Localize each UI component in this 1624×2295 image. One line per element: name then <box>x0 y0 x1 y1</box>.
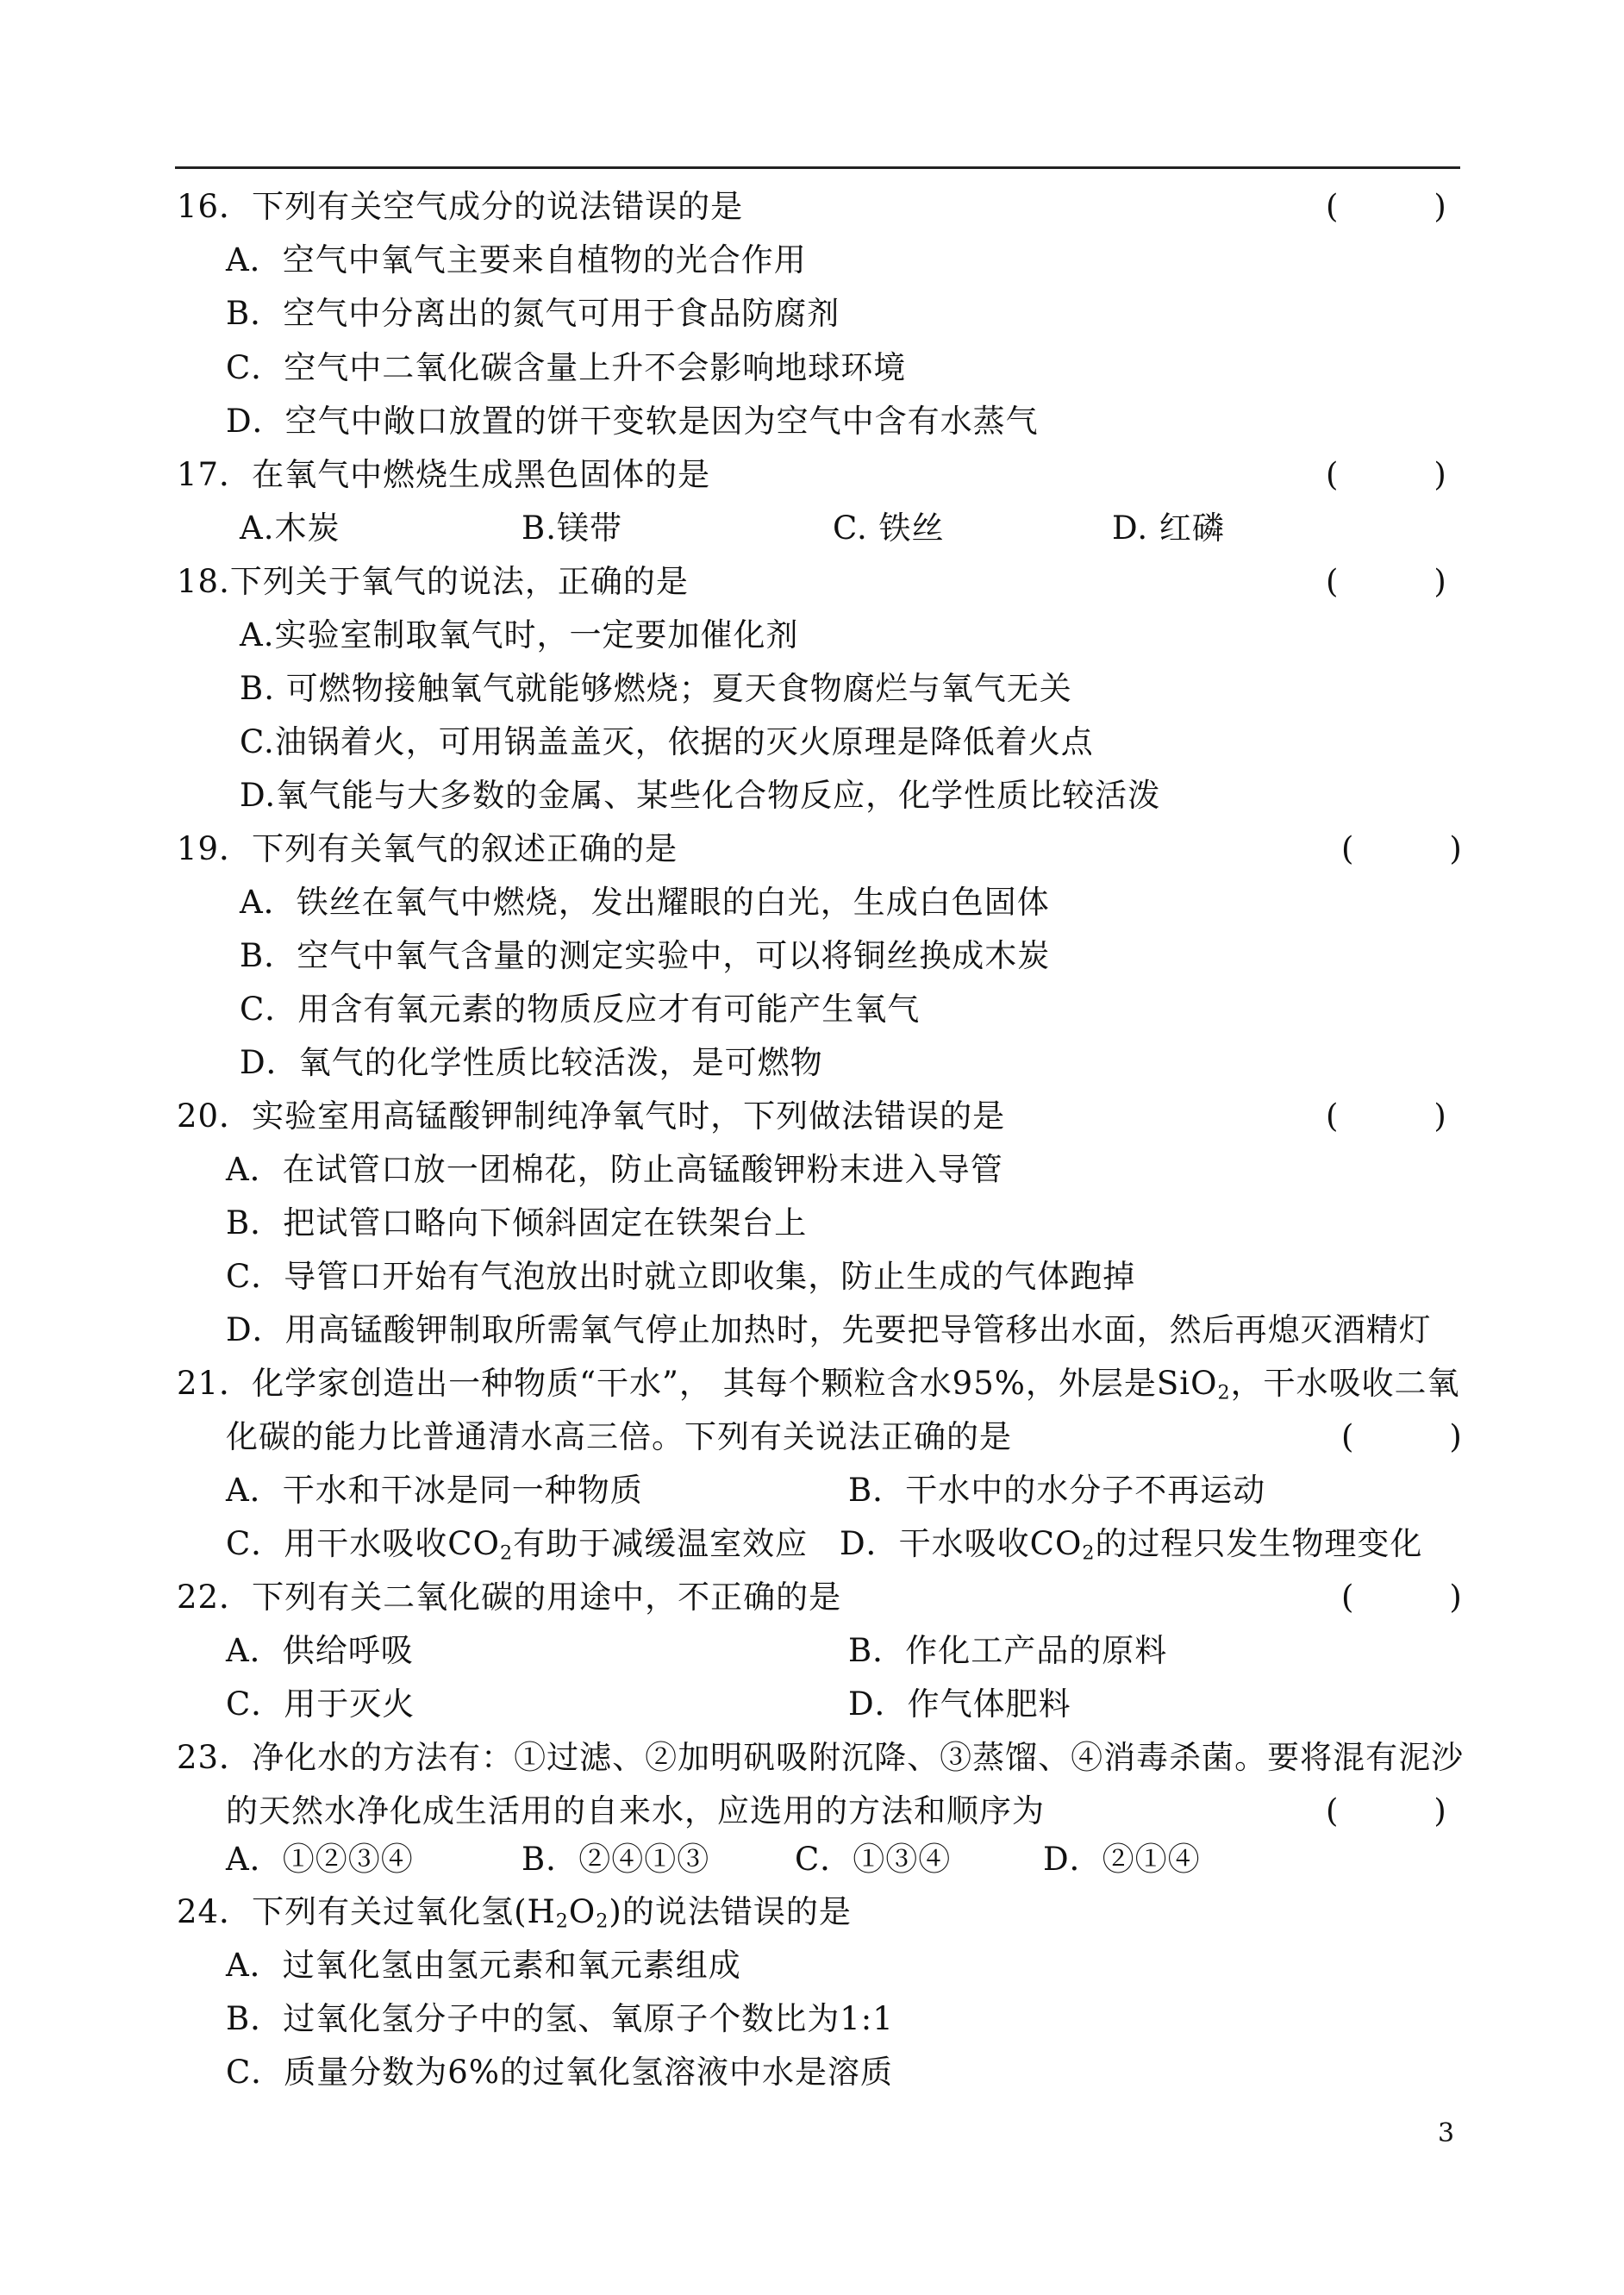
q22-option-c: C．用于灭火 <box>226 1685 415 1723</box>
q23-stem-line1: 23．净化水的方法有：①过滤、②加明矾吸附沉降、③蒸馏、④消毒杀菌。要将混有泥沙 <box>177 1739 1465 1776</box>
q22-option-d: D．作气体肥料 <box>848 1685 1071 1723</box>
q16-option-c: C．空气中二氧化碳含量上升不会影响地球环境 <box>226 349 907 386</box>
q19-option-c: C．用含有氧元素的物质反应才有可能产生氧气 <box>240 991 921 1028</box>
q22-stem: 22．下列有关二氧化碳的用途中，不正确的是 <box>177 1579 842 1616</box>
q21-stem-line1: 21．化学家创造出一种物质“干水”， 其每个颗粒含水95%，外层是SiO$_2$，干水吸收二氧 <box>177 1365 1460 1404</box>
q21-option-c: C．用干水吸收$CO_2$有助于减缓温室效应 <box>226 1525 809 1565</box>
q18-stem: 18.下列关于氧气的说法，正确的是 <box>177 563 689 600</box>
q16-option-a: A．空气中氧气主要来自植物的光合作用 <box>226 241 807 278</box>
q17-option-c: C. 铁丝 <box>833 510 945 547</box>
q17-option-b: B.镁带 <box>522 510 622 547</box>
q20-option-d: D．用高锰酸钾制取所需氧气停止加热时，先要把导管移出水面，然后再熄灭酒精灯 <box>226 1311 1432 1348</box>
q20-option-a: A．在试管口放一团棉花，防止高锰酸钾粉末进入导管 <box>226 1151 1003 1188</box>
q17-stem: 17．在氧气中燃烧生成黑色固体的是 <box>177 456 711 493</box>
q20-option-c: C．导管口开始有气泡放出时就立即收集，防止生成的气体跑掉 <box>226 1258 1136 1295</box>
q18-answer-blank: ( ) <box>1326 563 1446 600</box>
q23-option-d: D．②①④ <box>1043 1841 1201 1878</box>
q18-option-d: D.氧气能与大多数的金属、某些化合物反应，化学性质比较活泼 <box>240 777 1161 814</box>
q23-answer-blank: ( ) <box>1326 1792 1446 1829</box>
q22-option-b: B．作化工产品的原料 <box>848 1632 1168 1669</box>
header-rule <box>175 166 1460 169</box>
q19-stem: 19．下列有关氧气的叙述正确的是 <box>177 830 678 867</box>
q18-option-c: C.油锅着火，可用锅盖盖灭，依据的灭火原理是降低着火点 <box>240 723 1094 760</box>
q18-option-a: A.实验室制取氧气时，一定要加催化剂 <box>240 616 799 653</box>
q20-stem: 20．实验室用高锰酸钾制纯净氧气时，下列做法错误的是 <box>177 1097 1006 1135</box>
q20-answer-blank: ( ) <box>1326 1097 1446 1135</box>
q21-stem-line2: 化碳的能力比普通清水高三倍。下列有关说法正确的是 <box>226 1418 1012 1455</box>
q19-option-b: B．空气中氧气含量的测定实验中，可以将铜丝换成木炭 <box>240 937 1051 974</box>
q21-option-d: D．干水吸收$CO_2$的过程只发生物理变化 <box>840 1525 1423 1565</box>
q24-option-b: B．过氧化氢分子中的氢、氧原子个数比为1:1 <box>226 2000 894 2037</box>
q16-stem: 16．下列有关空气成分的说法错误的是 <box>177 188 744 225</box>
q23-option-c: C．①③④ <box>795 1841 952 1878</box>
q17-option-a: A.木炭 <box>240 510 340 547</box>
q21-option-b: B．干水中的水分子不再运动 <box>848 1472 1266 1509</box>
q24-option-a: A．过氧化氢由氢元素和氧元素组成 <box>226 1947 741 1984</box>
page-number: 3 <box>1438 2118 1455 2148</box>
q16-option-b: B．空气中分离出的氮气可用于食品防腐剂 <box>226 295 840 332</box>
q24-option-c: C．质量分数为6%的过氧化氢溶液中水是溶质 <box>226 2054 894 2091</box>
q16-answer-blank: ( ) <box>1326 188 1446 225</box>
q20-option-b: B．把试管口略向下倾斜固定在铁架台上 <box>226 1204 808 1241</box>
q23-stem-line2: 的天然水净化成生活用的自来水，应选用的方法和顺序为 <box>226 1792 1045 1829</box>
q17-option-d: D. 红磷 <box>1112 510 1225 547</box>
q23-option-b: B．②④①③ <box>522 1841 710 1878</box>
q19-option-d: D．氧气的化学性质比较活泼，是可燃物 <box>240 1044 823 1081</box>
q19-option-a: A．铁丝在氧气中燃烧，发出耀眼的白光，生成白色固体 <box>240 884 1050 921</box>
q22-answer-blank: ( ) <box>1341 1579 1462 1616</box>
q16-option-d: D．空气中敞口放置的饼干变软是因为空气中含有水蒸气 <box>226 403 1039 440</box>
q21-option-a: A．干水和干冰是同一种物质 <box>226 1472 643 1509</box>
q17-answer-blank: ( ) <box>1326 456 1446 493</box>
q18-option-b: B. 可燃物接触氧气就能够燃烧；夏天食物腐烂与氧气无关 <box>240 670 1072 707</box>
q23-option-a: A．①②③④ <box>226 1841 414 1878</box>
q22-option-a: A．供给呼吸 <box>226 1632 414 1669</box>
q21-answer-blank: ( ) <box>1341 1418 1462 1455</box>
q24-stem: 24．下列有关过氧化氢$(H_2O_2)$的说法错误的是 <box>177 1893 852 1933</box>
q19-answer-blank: ( ) <box>1341 830 1462 867</box>
